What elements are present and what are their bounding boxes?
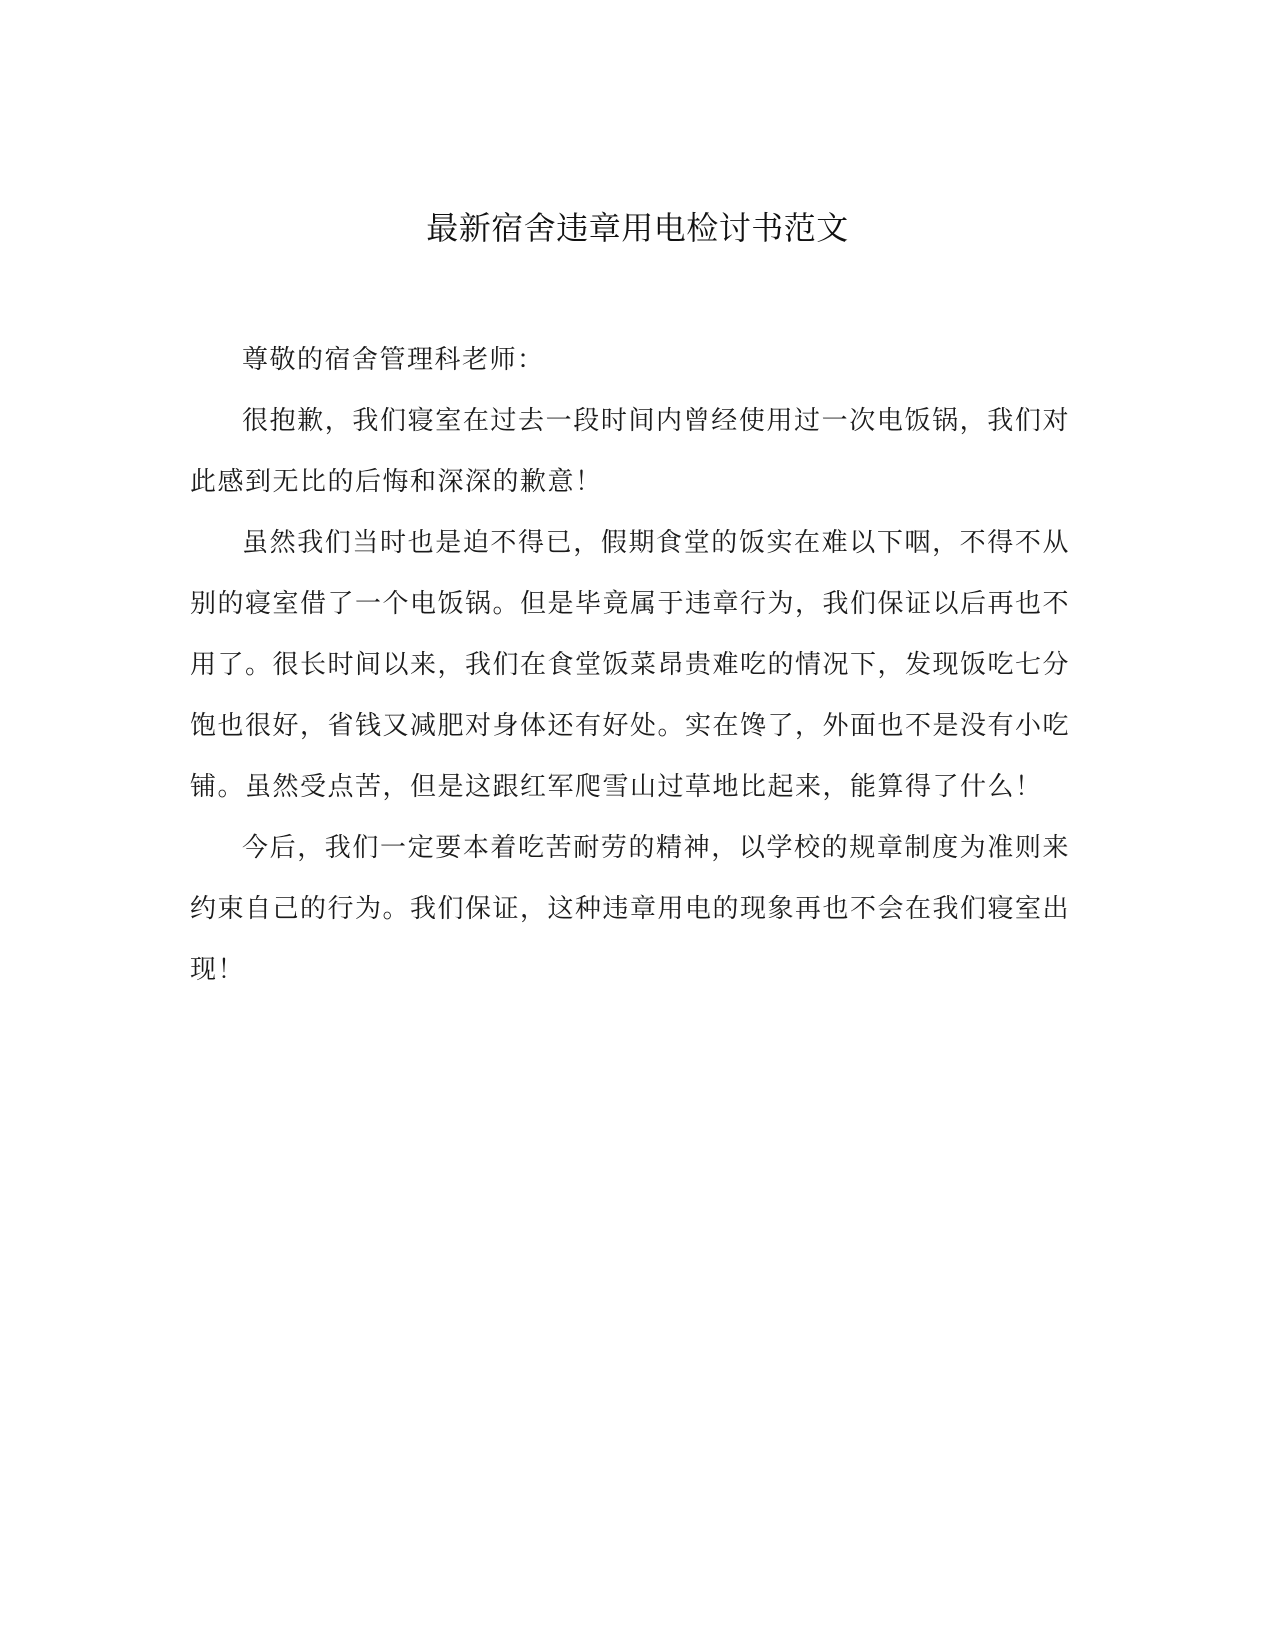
document-title: 最新宿舍违章用电检讨书范文 (426, 209, 849, 247)
paragraph-1: 很抱歉，我们寝室在过去一段时间内曾经使用过一次电饭锅，我们对此感到无比的后悔和深深的歉意！ (190, 406, 1070, 497)
paragraph-2: 虽然我们当时也是迫不得已，假期食堂的饭实在难以下咽，不得不从别的寝室借了一个电饭锅。但是毕竟属于违章行为，我们保证以后再也不用了。很长时间以来，我们在食堂饭菜昂贵难吃的情况下，发现饭吃七分饱也很好，省钱又减肥对身体还有好处。实在馋了，外面也不是没有小吃铺。虽然受点苦，但是这跟红军爬雪山过草地比起来，能算得了什么！ (190, 528, 1071, 802)
greeting-line: 尊敬的宿舍管理科老师： (242, 345, 545, 375)
paragraph-3: 今后，我们一定要本着吃苦耐劳的精神，以学校的规章制度为准则来约束自己的行为。我们保证，这种违章用电的现象再也不会在我们寝室出现！ (190, 833, 1071, 985)
document-body (190, 330, 1070, 1001)
